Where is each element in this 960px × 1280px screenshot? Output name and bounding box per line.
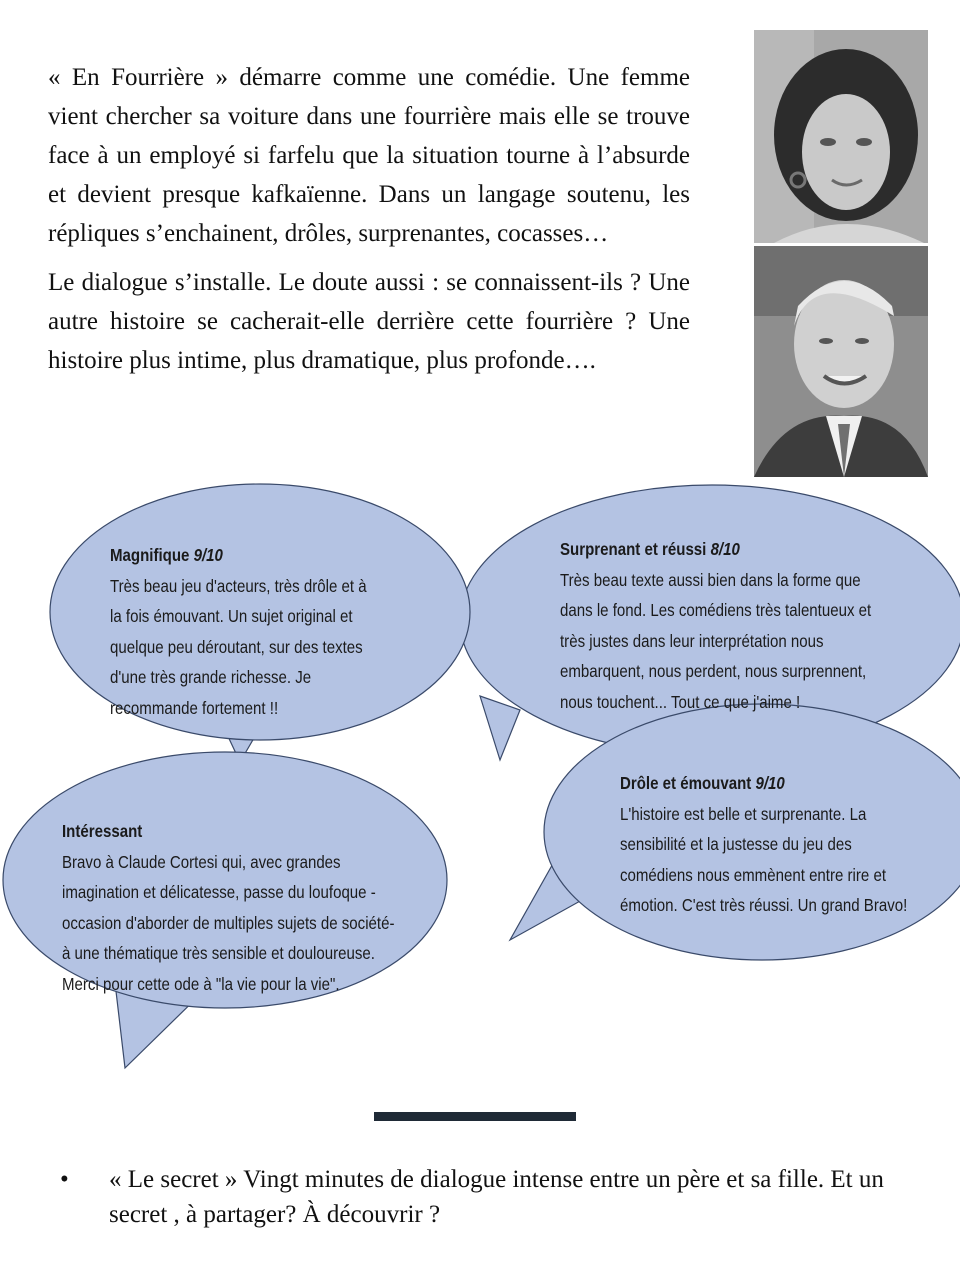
- review-magnifique: [110, 540, 445, 723]
- speech-bubble-tail: [480, 696, 520, 760]
- review-body: Très beau jeu d'acteurs, très drôle et à la fois émouvant. Un sujet original et quelque peu déroutant, sur des textes d'une très grande richesse. Je recommande fortement !!: [110, 575, 367, 718]
- separator-bar: [374, 1112, 576, 1121]
- review-body: Bravo à Claude Cortesi qui, avec grandes imagination et délicatesse, passe du loufoque - occasion d'aborder de multiples sujets de société- à une thématique très sensible et douloureuse. Merci pour cette ode à "la vie pour la vie".: [62, 851, 395, 994]
- review-title: Surprenant et réussi 8/10: [560, 539, 740, 559]
- review-title: Drôle et émouvant 9/10: [620, 773, 785, 793]
- review-title: Magnifique 9/10: [110, 545, 223, 565]
- intro-paragraph-2: Le dialogue s’installe. Le doute aussi : se connaissent-ils ? Une autre histoire se cacherait-elle derrière cette fourrière ? Une histoire plus intime, plus dramatique, plus profonde….: [48, 269, 690, 374]
- reviews-area: [0, 470, 960, 1090]
- review-title: Intéressant: [62, 821, 143, 841]
- review-drole: [620, 768, 947, 921]
- bullet-text: « Le secret » Vingt minutes de dialogue intense entre un père et sa fille. Et un secret , à partager? À découvrir ?: [109, 1166, 884, 1228]
- portrait-photo-woman: [754, 30, 928, 243]
- review-surprenant: [560, 534, 921, 717]
- bullet-symbol: •: [60, 1166, 69, 1193]
- review-interessant: [62, 816, 466, 999]
- intro-paragraph-1: « En Fourrière » démarre comme une comédie. Une femme vient chercher sa voiture dans une fourrière mais elle se trouve face à un employé si farfelu que la situation tourne à l’absurde et devient presque kafkaïenne. Dans un langage soutenu, les répliques s’enchainent, drôles, surprenantes, cocasses…: [48, 64, 690, 247]
- portrait-photo-man: [754, 246, 928, 477]
- intro-text: [48, 58, 690, 390]
- review-body: L'histoire est belle et surprenante. La sensibilité et la justesse du jeu des comédiens nous emmènent entre rire et émotion. C'est très réussi. Un grand Bravo!: [620, 803, 908, 915]
- review-body: Très beau texte aussi bien dans la forme que dans le fond. Les comédiens très talentueux et très justes dans leur interprétation nous embarquent, nous perdent, nous surprennent, nous touchent... Tout ce que j'aime !: [560, 569, 872, 712]
